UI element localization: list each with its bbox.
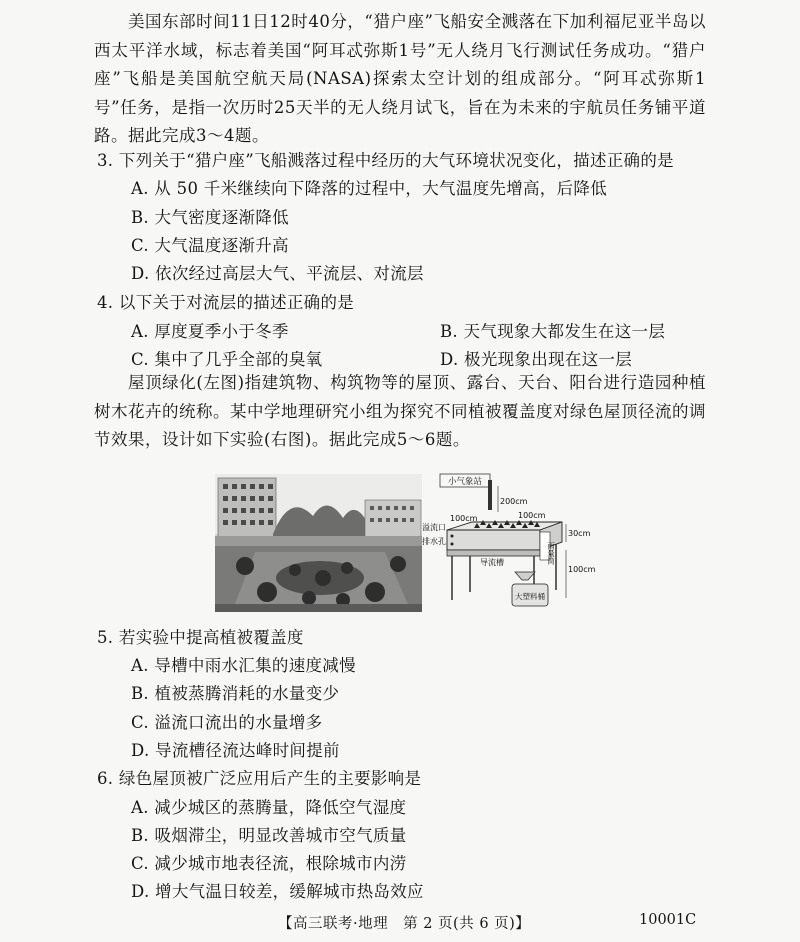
question-3-stem: 3. 下列关于“猎户座”飞船溅落过程中经历的大气环境状况变化，描述正确的是 bbox=[97, 151, 674, 170]
label-rain-gauge: 雨量筒 bbox=[546, 542, 556, 565]
question-5-option-c[interactable]: C. 溢流口流出的水量增多 bbox=[131, 713, 323, 732]
question-5-option-b[interactable]: B. 植被蒸腾消耗的水量变少 bbox=[131, 684, 340, 703]
label-depth-30cm: 30cm bbox=[568, 529, 591, 538]
question-5-option-a[interactable]: A. 导槽中雨水汇集的速度减慢 bbox=[131, 656, 356, 675]
question-4-option-a[interactable]: A. 厚度夏季小于冬季 bbox=[131, 322, 289, 341]
passage-green-roof: 屋顶绿化(左图)指建筑物、构筑物等的屋顶、露台、天台、阳台进行造园种植树木花卉的统称。某中学地理研究小组为探究不同植被覆盖度对绿色屋顶径流的调节效果，设计如下实验(右图)。据此完成5～6题。 bbox=[94, 373, 706, 450]
question-5-option-d[interactable]: D. 导流槽径流达峰时间提前 bbox=[131, 741, 340, 760]
question-6-option-d[interactable]: D. 增大气温日较差，缓解城市热岛效应 bbox=[131, 882, 424, 901]
rooftop-garden-photo bbox=[215, 474, 423, 612]
question-5-stem: 5. 若实验中提高植被覆盖度 bbox=[97, 628, 304, 647]
question-3-option-d[interactable]: D. 依次经过高层大气、平流层、对流层 bbox=[131, 264, 424, 283]
question-4-stem: 4. 以下关于对流层的描述正确的是 bbox=[97, 293, 355, 312]
question-3-option-b[interactable]: B. 大气密度逐渐降低 bbox=[131, 208, 289, 227]
label-height-100cm: 100cm bbox=[568, 565, 596, 574]
question-3-option-c[interactable]: C. 大气温度逐渐升高 bbox=[131, 236, 289, 255]
page-footer: 【高三联考·地理 第 2 页(共 6 页)】 bbox=[278, 916, 531, 932]
label-overflow-outlet: 溢流口 bbox=[422, 523, 446, 532]
passage-orion: 美国东部时间11日12时40分，“猎户座”飞船安全溅落在下加利福尼亚半岛以西太平洋水域，标志着美国“阿耳忒弥斯1号”无人绕月飞行测试任务成功。“猎户座”飞船是美国航空航天局(NASA)探索太空计划的组成部分。“阿耳忒弥斯1号”任务，是指一次历时25天半的无人绕月试飞，旨在为未来的宇航员任务铺平道路。据此完成3～4题。 bbox=[94, 12, 706, 146]
question-6-option-a[interactable]: A. 减少城区的蒸腾量，降低空气湿度 bbox=[131, 798, 407, 817]
question-3-option-a[interactable]: A. 从 50 千米继续向下降落的过程中，大气温度先增高，后降低 bbox=[131, 179, 607, 198]
question-4-option-b[interactable]: B. 天气现象大都发生在这一层 bbox=[440, 322, 666, 341]
question-4-option-d[interactable]: D. 极光现象出现在这一层 bbox=[440, 350, 633, 369]
experiment-diagram bbox=[422, 472, 596, 614]
question-4-option-c[interactable]: C. 集中了几乎全部的臭氧 bbox=[131, 350, 323, 369]
label-weather-station: 小气象站 bbox=[447, 477, 483, 487]
label-width-100cm-right: 100cm bbox=[518, 511, 546, 520]
label-guide-groove: 导流槽 bbox=[480, 558, 504, 567]
label-width-100cm-left: 100cm bbox=[450, 514, 478, 523]
label-height-200cm: 200cm bbox=[500, 497, 528, 506]
question-6-option-c[interactable]: C. 减少城市地表径流，根除城市内涝 bbox=[131, 854, 407, 873]
question-6-stem: 6. 绿色屋顶被广泛应用后产生的主要影响是 bbox=[97, 769, 422, 788]
label-drain-hole: 排水孔 bbox=[422, 537, 446, 546]
label-plastic-bucket: 大塑料桶 bbox=[515, 592, 545, 601]
question-6-option-b[interactable]: B. 吸烟滞尘，明显改善城市空气质量 bbox=[131, 826, 407, 845]
exam-code: 10001C bbox=[639, 912, 697, 928]
